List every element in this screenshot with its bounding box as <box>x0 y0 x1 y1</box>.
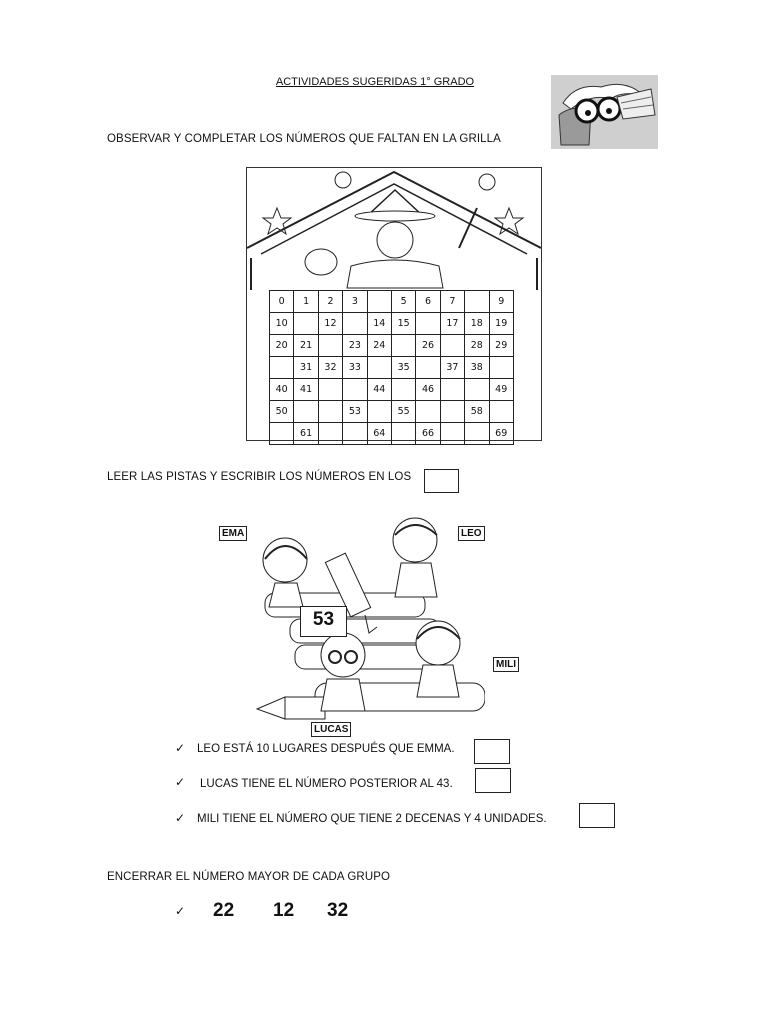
grid-cell: 20 <box>270 335 294 357</box>
grid-cell: 19 <box>489 313 513 335</box>
name-label-mili: MILI <box>493 657 519 672</box>
group-number-1[interactable]: 22 <box>213 900 235 921</box>
grid-cell: 53 <box>343 401 367 423</box>
grid-cell[interactable] <box>391 423 415 445</box>
given-number: 53 <box>312 609 335 630</box>
grid-cell: 49 <box>489 379 513 401</box>
grid-cell: 6 <box>416 291 440 313</box>
answer-box-leo[interactable] <box>474 739 510 764</box>
grid-cell: 32 <box>318 357 342 379</box>
grid-cell: 23 <box>343 335 367 357</box>
answer-box-mili[interactable] <box>579 803 615 828</box>
grid-cell[interactable] <box>367 401 391 423</box>
professor-illustration <box>551 75 658 149</box>
grid-cell[interactable] <box>318 335 342 357</box>
grid-cell: 64 <box>367 423 391 445</box>
grid-cell[interactable] <box>416 357 440 379</box>
children-illustration <box>255 515 485 720</box>
grid-cell[interactable] <box>294 313 318 335</box>
check-icon: ✓ <box>175 811 186 825</box>
clue-lucas: LUCAS TIENE EL NÚMERO POSTERIOR AL 43. <box>200 778 453 790</box>
grid-cell[interactable] <box>318 401 342 423</box>
grid-row <box>270 379 514 401</box>
grid-cell: 9 <box>489 291 513 313</box>
grid-cell: 3 <box>343 291 367 313</box>
grid-cell: 0 <box>270 291 294 313</box>
number-grid-picture <box>246 167 542 441</box>
check-icon: ✓ <box>175 904 186 918</box>
grid-cell[interactable] <box>440 379 464 401</box>
grid-cell[interactable] <box>465 379 489 401</box>
grid-cell: 33 <box>343 357 367 379</box>
grid-cell: 44 <box>367 379 391 401</box>
grid-cell: 69 <box>489 423 513 445</box>
clue-leo: LEO ESTÁ 10 LUGARES DESPUÉS QUE EMMA. <box>197 743 455 755</box>
grid-cell: 66 <box>416 423 440 445</box>
grid-cell: 10 <box>270 313 294 335</box>
grid-cell[interactable] <box>270 423 294 445</box>
page-title: ACTIVIDADES SUGERIDAS 1° GRADO <box>275 76 475 88</box>
number-card <box>300 606 347 637</box>
grid-cell[interactable] <box>391 379 415 401</box>
grid-cell[interactable] <box>343 313 367 335</box>
grid-cell: 21 <box>294 335 318 357</box>
grid-cell: 24 <box>367 335 391 357</box>
grid-cell: 14 <box>367 313 391 335</box>
grid-cell[interactable] <box>489 401 513 423</box>
check-icon: ✓ <box>175 775 186 789</box>
grid-cell: 15 <box>391 313 415 335</box>
group-number-2[interactable]: 12 <box>273 900 295 921</box>
name-label-leo: LEO <box>458 526 485 541</box>
answer-box-lucas[interactable] <box>475 768 511 793</box>
grid-cell: 37 <box>440 357 464 379</box>
grid-cell: 58 <box>465 401 489 423</box>
grid-cell: 5 <box>391 291 415 313</box>
grid-row <box>270 291 514 313</box>
instruction-circle: ENCERRAR EL NÚMERO MAYOR DE CADA GRUPO <box>107 871 391 883</box>
grid-cell: 12 <box>318 313 342 335</box>
grid-cell[interactable] <box>440 335 464 357</box>
grid-cell: 38 <box>465 357 489 379</box>
grid-cell: 2 <box>318 291 342 313</box>
answer-box-example[interactable] <box>424 469 459 493</box>
grid-row <box>270 401 514 423</box>
grid-cell[interactable] <box>489 357 513 379</box>
grid-cell[interactable] <box>318 379 342 401</box>
grid-cell[interactable] <box>416 313 440 335</box>
grid-cell: 40 <box>270 379 294 401</box>
grid-cell: 55 <box>391 401 415 423</box>
grid-cell[interactable] <box>465 423 489 445</box>
grid-cell: 31 <box>294 357 318 379</box>
grid-cell[interactable] <box>343 423 367 445</box>
grid-cell[interactable] <box>465 291 489 313</box>
grid-cell: 50 <box>270 401 294 423</box>
grid-cell[interactable] <box>294 401 318 423</box>
check-icon: ✓ <box>175 741 186 755</box>
grid-cell[interactable] <box>440 423 464 445</box>
grid-cell[interactable] <box>416 401 440 423</box>
name-label-ema: EMA <box>219 526 247 541</box>
grid-row <box>270 357 514 379</box>
number-grid <box>269 290 514 445</box>
grid-cell: 28 <box>465 335 489 357</box>
grid-row <box>270 423 514 445</box>
grid-cell[interactable] <box>367 291 391 313</box>
grid-cell: 18 <box>465 313 489 335</box>
grid-cell[interactable] <box>318 423 342 445</box>
group-number-3[interactable]: 32 <box>327 900 349 921</box>
grid-cell[interactable] <box>440 401 464 423</box>
instruction-grid: OBSERVAR Y COMPLETAR LOS NÚMEROS QUE FALTAN EN LA GRILLA <box>107 133 501 145</box>
grid-cell[interactable] <box>391 335 415 357</box>
grid-row <box>270 313 514 335</box>
instruction-clues: LEER LAS PISTAS Y ESCRIBIR LOS NÚMEROS EN LOS <box>107 471 412 483</box>
grid-cell[interactable] <box>343 379 367 401</box>
grid-cell[interactable] <box>367 357 391 379</box>
grid-cell[interactable] <box>270 357 294 379</box>
grid-cell: 17 <box>440 313 464 335</box>
grid-cell: 29 <box>489 335 513 357</box>
grid-row <box>270 335 514 357</box>
clue-mili: MILI TIENE EL NÚMERO QUE TIENE 2 DECENAS Y 4 UNIDADES. <box>197 813 547 825</box>
grid-cell: 26 <box>416 335 440 357</box>
grid-cell: 46 <box>416 379 440 401</box>
grid-cell: 35 <box>391 357 415 379</box>
name-label-lucas: LUCAS <box>311 722 351 737</box>
grid-cell: 7 <box>440 291 464 313</box>
grid-cell: 41 <box>294 379 318 401</box>
grid-cell: 1 <box>294 291 318 313</box>
grid-cell: 61 <box>294 423 318 445</box>
